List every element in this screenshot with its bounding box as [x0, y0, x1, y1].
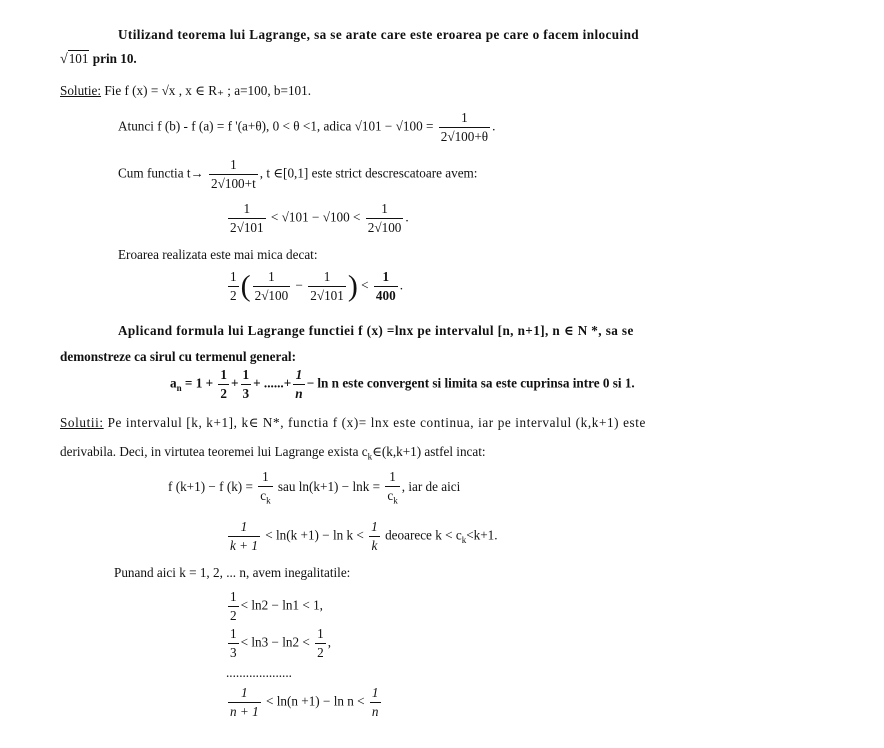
frac-one-half: $\frac{1}{2}$: [220, 367, 228, 401]
lagrange-equation: f (k+1) − f (k) = $\frac{1}{c_k}$ sau ln(k+1) − lnk = $\frac{1}{c_k}$ , iar de aici: [168, 469, 461, 506]
problem2-line1: Aplicand formula lui Lagrange functiei f (x) =lnx pe intervalul [n, n+1], n ∈ N *, sa se: [118, 323, 634, 338]
an-tail: − ln n: [306, 375, 340, 391]
eq1-frac2: $\frac{1}{c_k}$: [387, 469, 398, 506]
frac-one-third: $\frac{1}{3}$: [242, 367, 250, 401]
eq2-frac1: $\frac{1}{k + 1}$: [230, 519, 258, 553]
ineq-middle: < √101 − √100 <: [270, 209, 361, 225]
solution2-label: Solutii:: [60, 415, 104, 430]
solution1-inequality: $\frac{1}{2√101}$ < √101 − √100 < $\frac{1}{2√100}$ .: [230, 201, 409, 235]
left-paren: (: [240, 269, 251, 303]
cum-suffix: , t ∈[0,1] este strict descrescatoare avem:: [259, 165, 478, 181]
solution2-text1: Pe intervalul [k, k+1], k∈ N*, functia f (x)= lnx este continua, iar pe intervalul (k,k+1) este: [107, 415, 646, 430]
solution1-label: Solutie:: [60, 83, 102, 98]
ineq-kn: $\frac{1}{n + 1}$ < ln(n +1) − ln n < $\frac{1}{n}$: [230, 685, 379, 719]
eq2-mid: < ln(k +1) − ln k <: [265, 527, 364, 543]
solution1-intro-line: [60, 84, 311, 97]
eq2-frac2: $\frac{1}{k}$: [371, 519, 378, 553]
problem1-statement-line1: Utilizand teorema lui Lagrange, sa se arate care este eroarea pe care o facem inlocuind: [118, 27, 640, 42]
an-symbol: a: [170, 375, 177, 391]
ln-inequality-k: $\frac{1}{k + 1}$ < ln(k +1) − ln k < $\frac{1}{k}$ deoarece $k < c_k<k+1$.: [230, 519, 498, 553]
ineqn-frac: $\frac{1}{n + 1}$: [230, 685, 259, 719]
solution1-atunci-line: Atunci f (b) - f (a) = f '(a+θ), 0 < θ <1, adica √101 − √100 = $\frac{1}{2√100+\theta}$ .: [118, 110, 496, 144]
sequence-definition: $a_n = 1$ + $\frac{1}{2}$ + $\frac{1}{3}$ + ......+ $\frac{1}{n}$ − ln n este convergent si limita sa este cuprinsa intre 0 si 1.: [170, 367, 635, 401]
ineq-k2: $\frac{1}{3}$ < ln3 − ln2 < $\frac{1}{2}$ ,: [230, 626, 331, 660]
ineqn-rfrac: $\frac{1}{n}$: [371, 685, 379, 719]
problem1-prin10: prin 10.: [92, 51, 137, 66]
dotted-line: ....................: [226, 665, 292, 680]
ineq-right-fraction: $\frac{1}{2√100}$: [367, 201, 402, 235]
an-eq: = 1 +: [184, 375, 214, 391]
solution1-intro: Fie f (x) = √x , x ∈ R₊ ; a=100, b=101.: [104, 83, 312, 98]
atunci-fraction: $\frac{1}{2√100+\theta}$: [440, 110, 489, 144]
problem2-line2: demonstreze ca sirul cu termenul general:: [60, 349, 296, 364]
ineq-k1: $\frac{1}{2}$ < ln2 − ln1 < 1,: [230, 589, 323, 623]
sqrt-101: √101: [60, 51, 89, 67]
cum-prefix: Cum functia t→: [118, 165, 204, 181]
frac-one-n: $\frac{1}{n}$: [295, 367, 303, 401]
eq1-left: f (k+1) − f (k) =: [168, 479, 253, 494]
eq1-frac1: $\frac{1}{c_k}$: [260, 469, 271, 506]
err-result: $\frac{1}{400}$: [375, 269, 396, 303]
err-rel: <: [361, 277, 369, 293]
right-paren: ): [347, 269, 358, 303]
eq1-mid: sau ln(k+1) − lnk =: [277, 479, 381, 494]
solution2-line1: [60, 416, 646, 429]
solution2-line2: derivabila. Deci, in virtutea teoremei lui Lagrange exista $c_k\in(k,k+1)$ astfel incat:: [60, 444, 486, 462]
ineq1-frac: $\frac{1}{2}$: [230, 589, 237, 623]
problem1-statement-line2: [60, 52, 137, 67]
cum-fraction: $\frac{1}{2√100+t}$: [211, 157, 256, 191]
solution1-cum-line: [118, 158, 477, 191]
err-f2: $\frac{1}{2√101}$: [310, 269, 344, 303]
punand-line: Punand aici k = 1, 2, ... n, avem inegalitatile:: [114, 565, 351, 580]
atunci-text: Atunci f (b) - f (a) = f '(a+θ), 0 < θ <1, adica √101 − √100 =: [118, 118, 434, 134]
error-bound-expression: $\frac{1}{2}$ ( $\frac{1}{2√100}$ − $\frac{1}{2√101}$ ) < $\frac{1}{400}$ .: [230, 269, 403, 303]
an-conclusion: este convergent si limita sa este cuprinsa intre 0 si 1.: [342, 375, 635, 391]
err-f1: $\frac{1}{2√100}$: [254, 269, 289, 303]
dots: + ......+: [253, 375, 292, 391]
ineq2-frac: $\frac{1}{3}$: [230, 626, 237, 660]
ineq-left-fraction: $\frac{1}{2√101}$: [230, 201, 264, 235]
ineq2-rfrac: $\frac{1}{2}$: [317, 626, 324, 660]
err-half: $\frac{1}{2}$: [230, 269, 237, 303]
eroarea-line: Eroarea realizata este mai mica decat:: [118, 247, 318, 262]
